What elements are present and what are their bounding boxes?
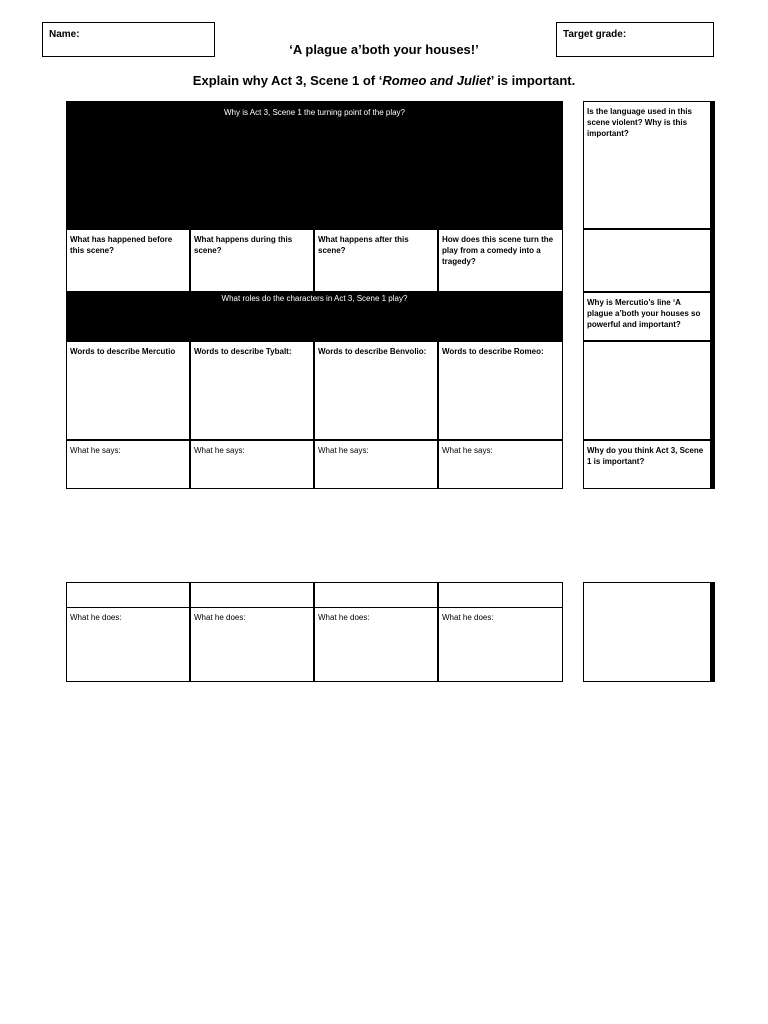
before-scene-cell[interactable]: What has happened before this scene? [66,229,190,292]
continuation-cell-2[interactable] [190,582,314,608]
mercutio-does-cell[interactable]: What he does: [66,607,190,682]
target-grade-label: Target grade: [563,29,627,40]
turning-point-question: Why is Act 3, Scene 1 the turning point of the play? [66,101,563,229]
worksheet-subtitle: Explain why Act 3, Scene 1 of ‘Romeo and Juliet’ is important. [192,73,576,88]
continuation-cell-1[interactable] [66,582,190,608]
tybalt-does-cell[interactable]: What he does: [190,607,314,682]
mercutio-line-answer-cell[interactable] [583,341,711,440]
importance-question-cell[interactable]: Why do you think Act 3, Scene 1 is important? [583,440,711,489]
benvolio-says-cell[interactable]: What he says: [314,440,438,489]
continuation-cell-3[interactable] [314,582,438,608]
describe-tybalt-cell[interactable]: Words to describe Tybalt: [190,341,314,440]
roles-question: What roles do the characters in Act 3, Scene 1 play? [66,292,563,341]
worksheet-title: ‘A plague a’both your houses!’ [289,42,479,57]
mercutio-line-question-cell[interactable]: Why is Mercutio’s line ‘A plague a’both your houses so powerful and important? [583,292,711,341]
describe-benvolio-cell[interactable]: Words to describe Benvolio: [314,341,438,440]
during-scene-cell[interactable]: What happens during this scene? [190,229,314,292]
describe-romeo-cell[interactable]: Words to describe Romeo: [438,341,563,440]
continuation-cell-4[interactable] [438,582,563,608]
importance-answer-cell[interactable] [583,582,715,682]
language-answer-cell[interactable] [583,229,711,292]
tybalt-says-cell[interactable]: What he says: [190,440,314,489]
name-label: Name: [49,29,80,40]
after-scene-cell[interactable]: What happens after this scene? [314,229,438,292]
language-question-cell[interactable]: Is the language used in this scene violent? Why is this important? [583,101,711,229]
describe-mercutio-cell[interactable]: Words to describe Mercutio [66,341,190,440]
romeo-says-cell[interactable]: What he says: [438,440,563,489]
comedy-tragedy-cell[interactable]: How does this scene turn the play from a comedy into a tragedy? [438,229,563,292]
mercutio-says-cell[interactable]: What he says: [66,440,190,489]
benvolio-does-cell[interactable]: What he does: [314,607,438,682]
romeo-does-cell[interactable]: What he does: [438,607,563,682]
